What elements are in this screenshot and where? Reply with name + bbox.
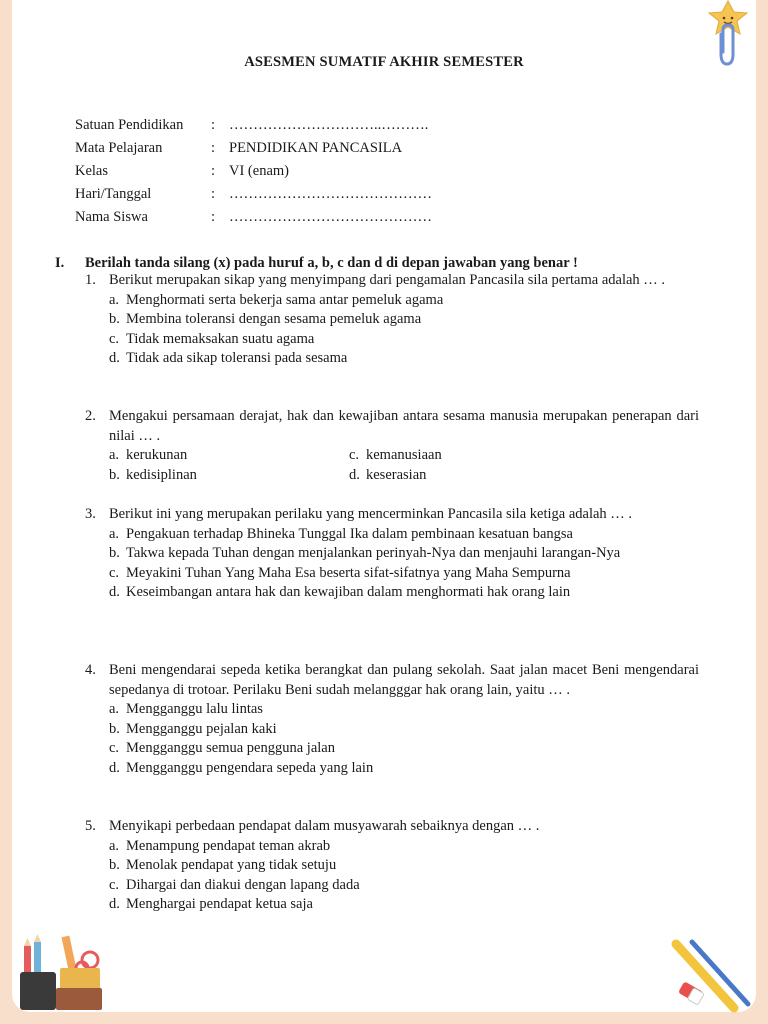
section-number: I.: [55, 255, 65, 271]
option-d[interactable]: [109, 583, 699, 603]
option-grid: [109, 446, 699, 485]
option-letter: b.: [109, 311, 120, 327]
info-colon: :: [211, 117, 216, 133]
option-letter: d.: [109, 350, 120, 366]
option-letter: b.: [109, 466, 120, 483]
option-c[interactable]: [109, 564, 699, 584]
option-d[interactable]: [109, 759, 699, 779]
question-text: Berikut ini yang merupakan perilaku yang mencerminkan Pancasila sila ketiga adalah … .: [109, 506, 633, 522]
option-letter: c.: [109, 740, 120, 756]
student-info: [75, 114, 535, 229]
option-text: Menghormati serta bekerja sama antar pemeluk agama: [126, 291, 444, 308]
option-letter: c.: [109, 330, 120, 347]
info-row-date: [75, 183, 535, 206]
option-letter: c.: [349, 447, 360, 463]
option-d[interactable]: [349, 466, 589, 486]
question-number: 4.: [85, 662, 96, 678]
option-a[interactable]: [109, 837, 699, 857]
option-a[interactable]: [109, 525, 699, 545]
option-text: kerukunan: [126, 447, 188, 463]
question-number: 1.: [85, 272, 96, 288]
page-title: ASESMEN SUMATIF AKHIR SEMESTER: [244, 54, 524, 70]
question-text: Mengakui persamaan derajat, hak dan kewajiban antara sesama manusia merupakan penerapan dari nilai … .: [109, 408, 699, 444]
option-c[interactable]: [109, 330, 699, 350]
option-text: Menolak pendapat yang tidak setuju: [126, 857, 337, 873]
option-letter: c.: [109, 876, 120, 893]
info-colon: :: [211, 209, 216, 225]
option-letter: a.: [109, 447, 120, 463]
option-letter: d.: [109, 759, 120, 776]
option-text: Takwa kepada Tuhan dengan menjalankan perinyah-Nya dan menjauhi larangan-Nya: [126, 545, 621, 561]
info-value: ……………………………………: [229, 186, 432, 202]
question-1: [85, 271, 699, 369]
question-number: 3.: [85, 506, 96, 522]
question-number: 2.: [85, 408, 96, 424]
question-2: [85, 407, 699, 485]
info-row-subject: [75, 137, 535, 160]
section-multiple-choice: [55, 253, 700, 912]
option-text: Mengganggu pengendara sepeda yang lain: [126, 759, 374, 776]
option-letter: d.: [349, 466, 360, 483]
question-number: 5.: [85, 818, 96, 834]
option-a[interactable]: [109, 700, 699, 720]
option-text: Meyakini Tuhan Yang Maha Esa beserta sifat-sifatnya yang Maha Sempurna: [126, 564, 571, 581]
option-d[interactable]: [109, 349, 699, 369]
question-text: Menyikapi perbedaan pendapat dalam musyawarah sebaiknya dengan … .: [109, 818, 540, 834]
option-c[interactable]: [109, 739, 699, 759]
question-4: [85, 661, 699, 778]
option-b[interactable]: [109, 466, 349, 486]
option-letter: a.: [109, 837, 120, 854]
option-letter: b.: [109, 545, 120, 561]
question-text: Beni mengendarai sepeda ketika berangkat dan pulang sekolah. Saat jalan macet Beni mengendarai sepedanya di trotoar. Perilaku Beni sudah melangggar hak orang lain, yaitu … .: [109, 662, 699, 698]
option-text: Pengakuan terhadap Bhineka Tunggal Ika dalam pembinaan kesatuan bangsa: [126, 525, 573, 542]
info-value: VI (enam): [229, 163, 289, 179]
info-row-name: [75, 206, 535, 229]
option-text: Membina toleransi dengan sesama pemeluk agama: [126, 311, 422, 327]
option-text: Tidak ada sikap toleransi pada sesama: [126, 350, 348, 366]
option-letter: b.: [109, 857, 120, 873]
option-text: keserasian: [366, 466, 427, 483]
info-label: Nama Siswa: [75, 209, 148, 225]
option-text: Mengganggu semua pengguna jalan: [126, 740, 335, 756]
info-label: Hari/Tanggal: [75, 186, 152, 202]
option-text: Menghargai pendapat ketua saja: [126, 896, 313, 912]
option-b[interactable]: [109, 544, 699, 564]
option-c[interactable]: [349, 446, 589, 466]
info-row-school: [75, 114, 535, 137]
option-letter: d.: [109, 896, 120, 912]
option-b[interactable]: [109, 720, 699, 740]
option-a[interactable]: [109, 446, 349, 466]
option-text: Menampung pendapat teman akrab: [126, 837, 331, 854]
section-heading: [55, 253, 700, 273]
option-letter: a.: [109, 701, 120, 717]
option-text: kemanusiaan: [366, 447, 442, 463]
info-value: PENDIDIKAN PANCASILA: [229, 140, 403, 156]
option-b[interactable]: [109, 310, 699, 330]
option-letter: b.: [109, 720, 120, 737]
option-letter: a.: [109, 525, 120, 542]
pencils-icon: [664, 938, 754, 1014]
info-value: …………………………..……….: [229, 117, 429, 133]
info-label: Mata Pelajaran: [75, 140, 163, 156]
question-text: Berikut merupakan sikap yang menyimpang dari pengamalan Pancasila sila pertama adalah … .: [109, 272, 666, 288]
info-label: Kelas: [75, 163, 109, 179]
option-letter: a.: [109, 291, 120, 308]
option-letter: c.: [109, 564, 120, 581]
option-text: Mengganggu lalu lintas: [126, 701, 263, 717]
option-text: Keseimbangan antara hak dan kewajiban dalam menghormati hak orang lain: [126, 584, 571, 600]
info-colon: :: [211, 140, 216, 156]
section-instruction: Berilah tanda silang (x) pada huruf a, b, c dan d di depan jawaban yang benar !: [85, 255, 578, 271]
question-3: [85, 505, 699, 603]
option-text: Mengganggu pejalan kaki: [126, 720, 277, 737]
option-a[interactable]: [109, 291, 699, 311]
option-letter: d.: [109, 584, 120, 600]
option-c[interactable]: [109, 876, 699, 896]
stationery-cup-icon: [16, 932, 106, 1012]
info-value: ……………………………………: [229, 209, 432, 225]
info-colon: :: [211, 186, 216, 202]
info-colon: :: [211, 163, 216, 179]
option-text: Dihargai dan diakui dengan lapang dada: [126, 876, 360, 893]
question-5: [85, 817, 699, 915]
info-row-class: [75, 160, 535, 183]
option-text: kedisiplinan: [126, 466, 197, 483]
option-b[interactable]: [109, 856, 699, 876]
option-d[interactable]: [109, 895, 699, 915]
option-text: Tidak memaksakan suatu agama: [126, 330, 315, 347]
info-label: Satuan Pendidikan: [75, 117, 184, 133]
